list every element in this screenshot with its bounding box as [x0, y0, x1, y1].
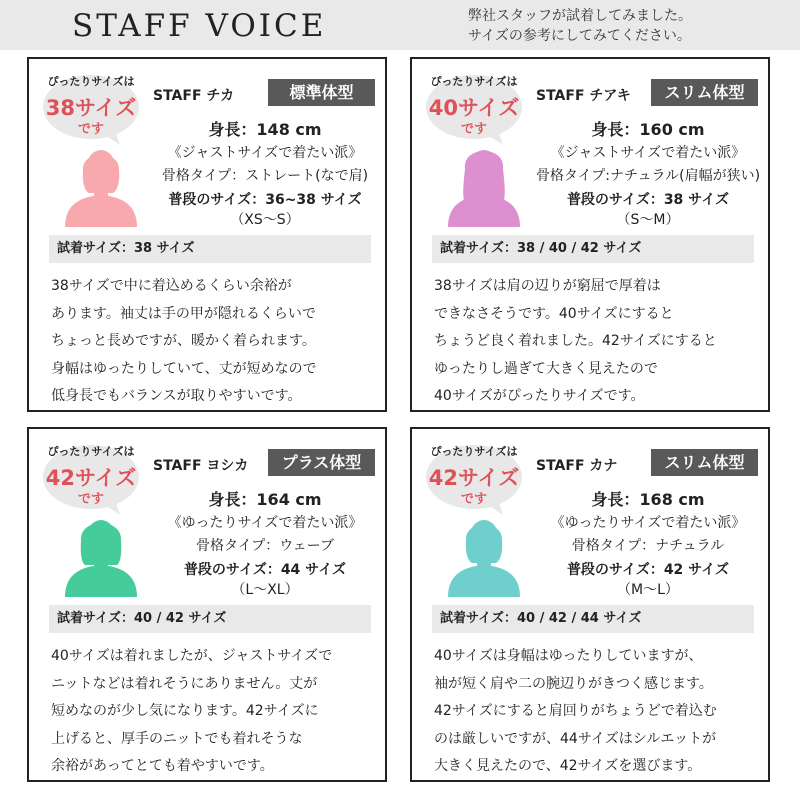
fit-size: 42サイズ	[45, 466, 137, 490]
staff-name: STAFF カナ	[536, 458, 618, 474]
usual-size-sub-text: （XS〜S）	[230, 212, 300, 228]
comment-line: ゆったりし過ぎて大きく見えたので	[434, 360, 658, 377]
usual-size-sub-text: （M〜L）	[617, 582, 679, 598]
height-text: 身長：168 cm	[591, 490, 705, 509]
comment-text	[51, 643, 381, 781]
preference-text: 《ゆったりサイズで着たい派》	[550, 515, 746, 531]
fit-label: ぴったりサイズは	[430, 445, 518, 458]
preference-text: 《ゆったりサイズで着たい派》	[167, 515, 363, 531]
usual-size-sub-text: （S〜M）	[616, 212, 680, 228]
comment-line: 短めなのが少し気になります。42サイズに	[51, 703, 319, 719]
fit-desu: です	[77, 492, 104, 507]
comment-line: 40サイズは身幅はゆったりしていますが、	[434, 648, 703, 664]
comment-text	[434, 273, 764, 411]
fit-label: ぴったりサイズは	[47, 445, 135, 458]
comment-line: のは厳しいですが、44サイズはシルエットが	[434, 730, 717, 747]
fit-size-bubble	[42, 73, 140, 143]
fit-size: 40サイズ	[428, 96, 520, 120]
comment-line: 38サイズで中に着込めるくらい余裕が	[51, 278, 292, 294]
frame-type-text: 骨格タイプ：ウェーブ	[195, 538, 335, 554]
comment-line: 余裕があってとても着やすいです。	[51, 758, 274, 774]
header-note-line: 弊社スタッフが試着してみました。	[468, 8, 692, 24]
comment-text	[434, 643, 764, 781]
header-band	[0, 0, 800, 50]
staff-name: STAFF チアキ	[536, 88, 631, 104]
comment-line: 身幅はゆったりしていて、丈が短めなので	[51, 360, 317, 377]
fit-size: 38サイズ	[45, 96, 137, 120]
tried-size-band: 試着サイズ：38 サイズ	[49, 235, 371, 263]
body-type-badge: 標準体型	[268, 79, 375, 106]
staff-name: STAFF チカ	[153, 88, 235, 104]
fit-size-bubble	[42, 443, 140, 513]
usual-size-sub-text: （L〜XL）	[231, 582, 299, 598]
comment-line: 40サイズがぴったりサイズです。	[434, 388, 645, 404]
tried-size-band: 試着サイズ：40 / 42 サイズ	[49, 605, 371, 633]
fit-size: 42サイズ	[428, 466, 520, 490]
comment-line: 上げると、厚手のニットでも着れそうな	[51, 730, 303, 747]
female-long-hair-silhouette-icon	[446, 141, 522, 227]
height-text: 身長：164 cm	[208, 490, 322, 509]
comment-line: 42サイズにすると肩回りがちょうどで着込む	[434, 703, 717, 719]
usual-size-text: 普段のサイズ：42 サイズ	[566, 562, 730, 578]
tried-size-band: 試着サイズ：40 / 42 / 44 サイズ	[432, 605, 754, 633]
staff-card	[27, 427, 387, 782]
comment-line: 38サイズは肩の辺りが窮屈で厚着は	[434, 278, 661, 294]
frame-type-text: 骨格タイプ：ストレート(なで肩)	[161, 168, 369, 184]
comment-line: あります。袖丈は手の甲が隠れるくらいで	[51, 305, 316, 322]
fit-desu: です	[460, 122, 487, 137]
fit-label: ぴったりサイズは	[47, 75, 135, 88]
body-type-badge: プラス体型	[268, 449, 375, 476]
comment-line: 40サイズは着れましたが、ジャストサイズで	[51, 648, 333, 664]
staff-card	[410, 57, 770, 412]
header-note-line: サイズの参考にしてみてください。	[468, 28, 691, 44]
tried-size-band: 試着サイズ：38 / 40 / 42 サイズ	[432, 235, 754, 263]
height-text: 身長：160 cm	[591, 120, 705, 139]
page-title: STAFF VOICE	[72, 8, 327, 44]
comment-line: ニットなどは着れそうにありません。丈が	[51, 675, 318, 692]
preference-text: 《ジャストサイズで着たい派》	[550, 145, 746, 161]
female-short-hair-silhouette-icon	[63, 141, 139, 227]
preference-text: 《ジャストサイズで着たい派》	[167, 145, 363, 161]
comment-line: 低身長でもバランスが取りやすいです。	[51, 388, 302, 404]
female-bob-hair-silhouette-icon	[63, 511, 139, 597]
staff-name: STAFF ヨシカ	[153, 458, 249, 474]
female-short-hair-silhouette-icon	[446, 511, 522, 597]
staff-card	[410, 427, 770, 782]
comment-text	[51, 273, 381, 411]
comment-line: ちょっと長めですが、暖かく着られます。	[51, 333, 316, 349]
height-text: 身長：148 cm	[208, 120, 322, 139]
body-type-badge: スリム体型	[651, 449, 758, 476]
staff-card	[27, 57, 387, 412]
comment-line: できなさそうです。40サイズにすると	[434, 305, 674, 322]
fit-desu: です	[460, 492, 487, 507]
comment-line: ちょうど良く着れました。42サイズにすると	[434, 333, 717, 349]
fit-label: ぴったりサイズは	[430, 75, 518, 88]
comment-line: 袖が短く肩や二の腕辺りがきつく感じます。	[434, 675, 713, 692]
header-note	[468, 6, 692, 46]
fit-size-bubble	[425, 443, 523, 513]
usual-size-text: 普段のサイズ：44 サイズ	[183, 562, 347, 578]
frame-type-text: 骨格タイプ：ナチュラル	[571, 538, 725, 554]
usual-size-text: 普段のサイズ：36~38 サイズ	[168, 192, 362, 208]
fit-size-bubble	[425, 73, 523, 143]
usual-size-text: 普段のサイズ：38 サイズ	[566, 192, 730, 208]
body-type-badge: スリム体型	[651, 79, 758, 106]
frame-type-text: 骨格タイプ:ナチュラル(肩幅が狭い)	[535, 168, 761, 184]
comment-line: 大きく見えたので、42サイズを選びます。	[434, 758, 702, 774]
fit-desu: です	[77, 122, 104, 137]
